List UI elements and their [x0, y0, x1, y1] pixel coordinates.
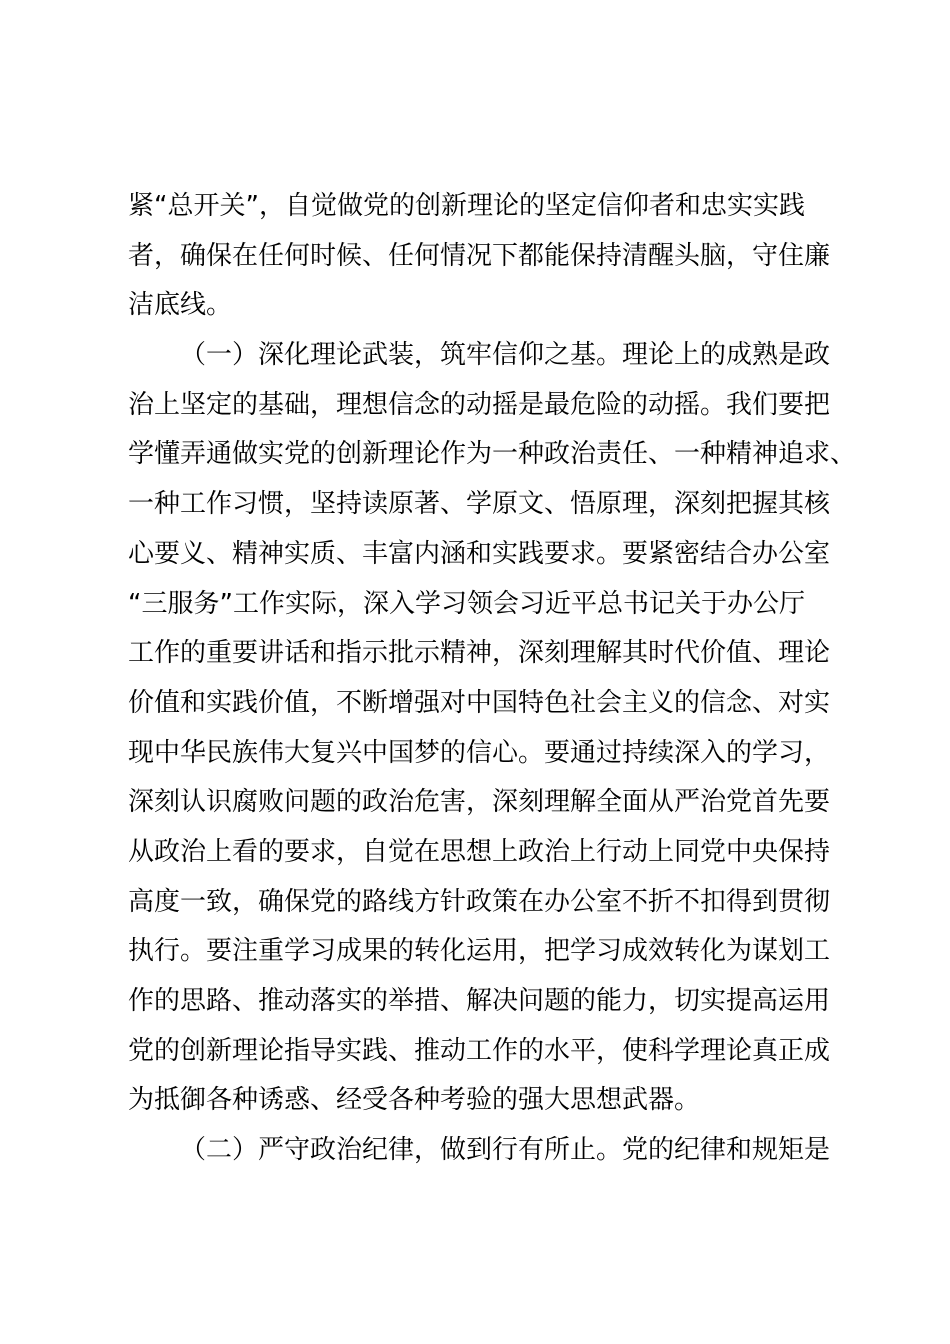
section-heading-line: （二）严守政治纪律，做到行有所止。党的纪律和规矩是 — [180, 1135, 831, 1166]
text-line: 治上坚定的基础，理想信念的动摇是最危险的动摇。我们要把 — [128, 389, 831, 420]
text-line: 价值和实践价值，不断增强对中国特色社会主义的信念、对实 — [128, 687, 831, 718]
text-line: 紧“总开关”，自觉做党的创新理论的坚定信仰者和忠实实践 — [128, 191, 805, 221]
text-line: 心要义、精神实质、丰富内涵和实践要求。要紧密结合办公室 — [128, 538, 831, 569]
text-line: 工作的重要讲话和指示批示精神，深刻理解其时代价值、理论 — [128, 638, 831, 669]
text-line: 高度一致，确保党的路线方针政策在办公室不折不扣得到贯彻 — [128, 886, 831, 917]
text-line: “三服务”工作实际，深入学习领会习近平总书记关于办公厅 — [128, 588, 805, 619]
text-line: 者，确保在任何时候、任何情况下都能保持清醒头脑，守住廉 — [128, 240, 831, 271]
text-line: 深刻认识腐败问题的政治危害，深刻理解全面从严治党首先要 — [128, 787, 831, 818]
text-line: 党的创新理论指导实践、推动工作的水平，使科学理论真正成 — [128, 1035, 831, 1066]
text-line: 作的思路、推动落实的举措、解决问题的能力，切实提高运用 — [128, 986, 831, 1016]
text-line: 从政治上看的要求，自觉在思想上政治上行动上同党中央保持 — [128, 836, 831, 867]
text-line: 执行。要注重学习成果的转化运用，把学习成效转化为谋划工 — [128, 936, 831, 967]
text-line: 学懂弄通做实党的创新理论作为一种政治责任、一种精神追求、 — [128, 439, 857, 470]
text-line: 洁底线。 — [128, 290, 233, 321]
text-line: 一种工作习惯，坚持读原著、学原文、悟原理，深刻把握其核 — [128, 489, 831, 520]
section-heading-line: （一）深化理论武装，筑牢信仰之基。理论上的成熟是政 — [180, 340, 831, 371]
text-line: 现中华民族伟大复兴中国梦的信心。要通过持续深入的学习， — [128, 737, 831, 768]
body-text — [128, 182, 857, 1176]
text-line: 为抵御各种诱惑、经受各种考验的强大思想武器。 — [128, 1085, 701, 1116]
